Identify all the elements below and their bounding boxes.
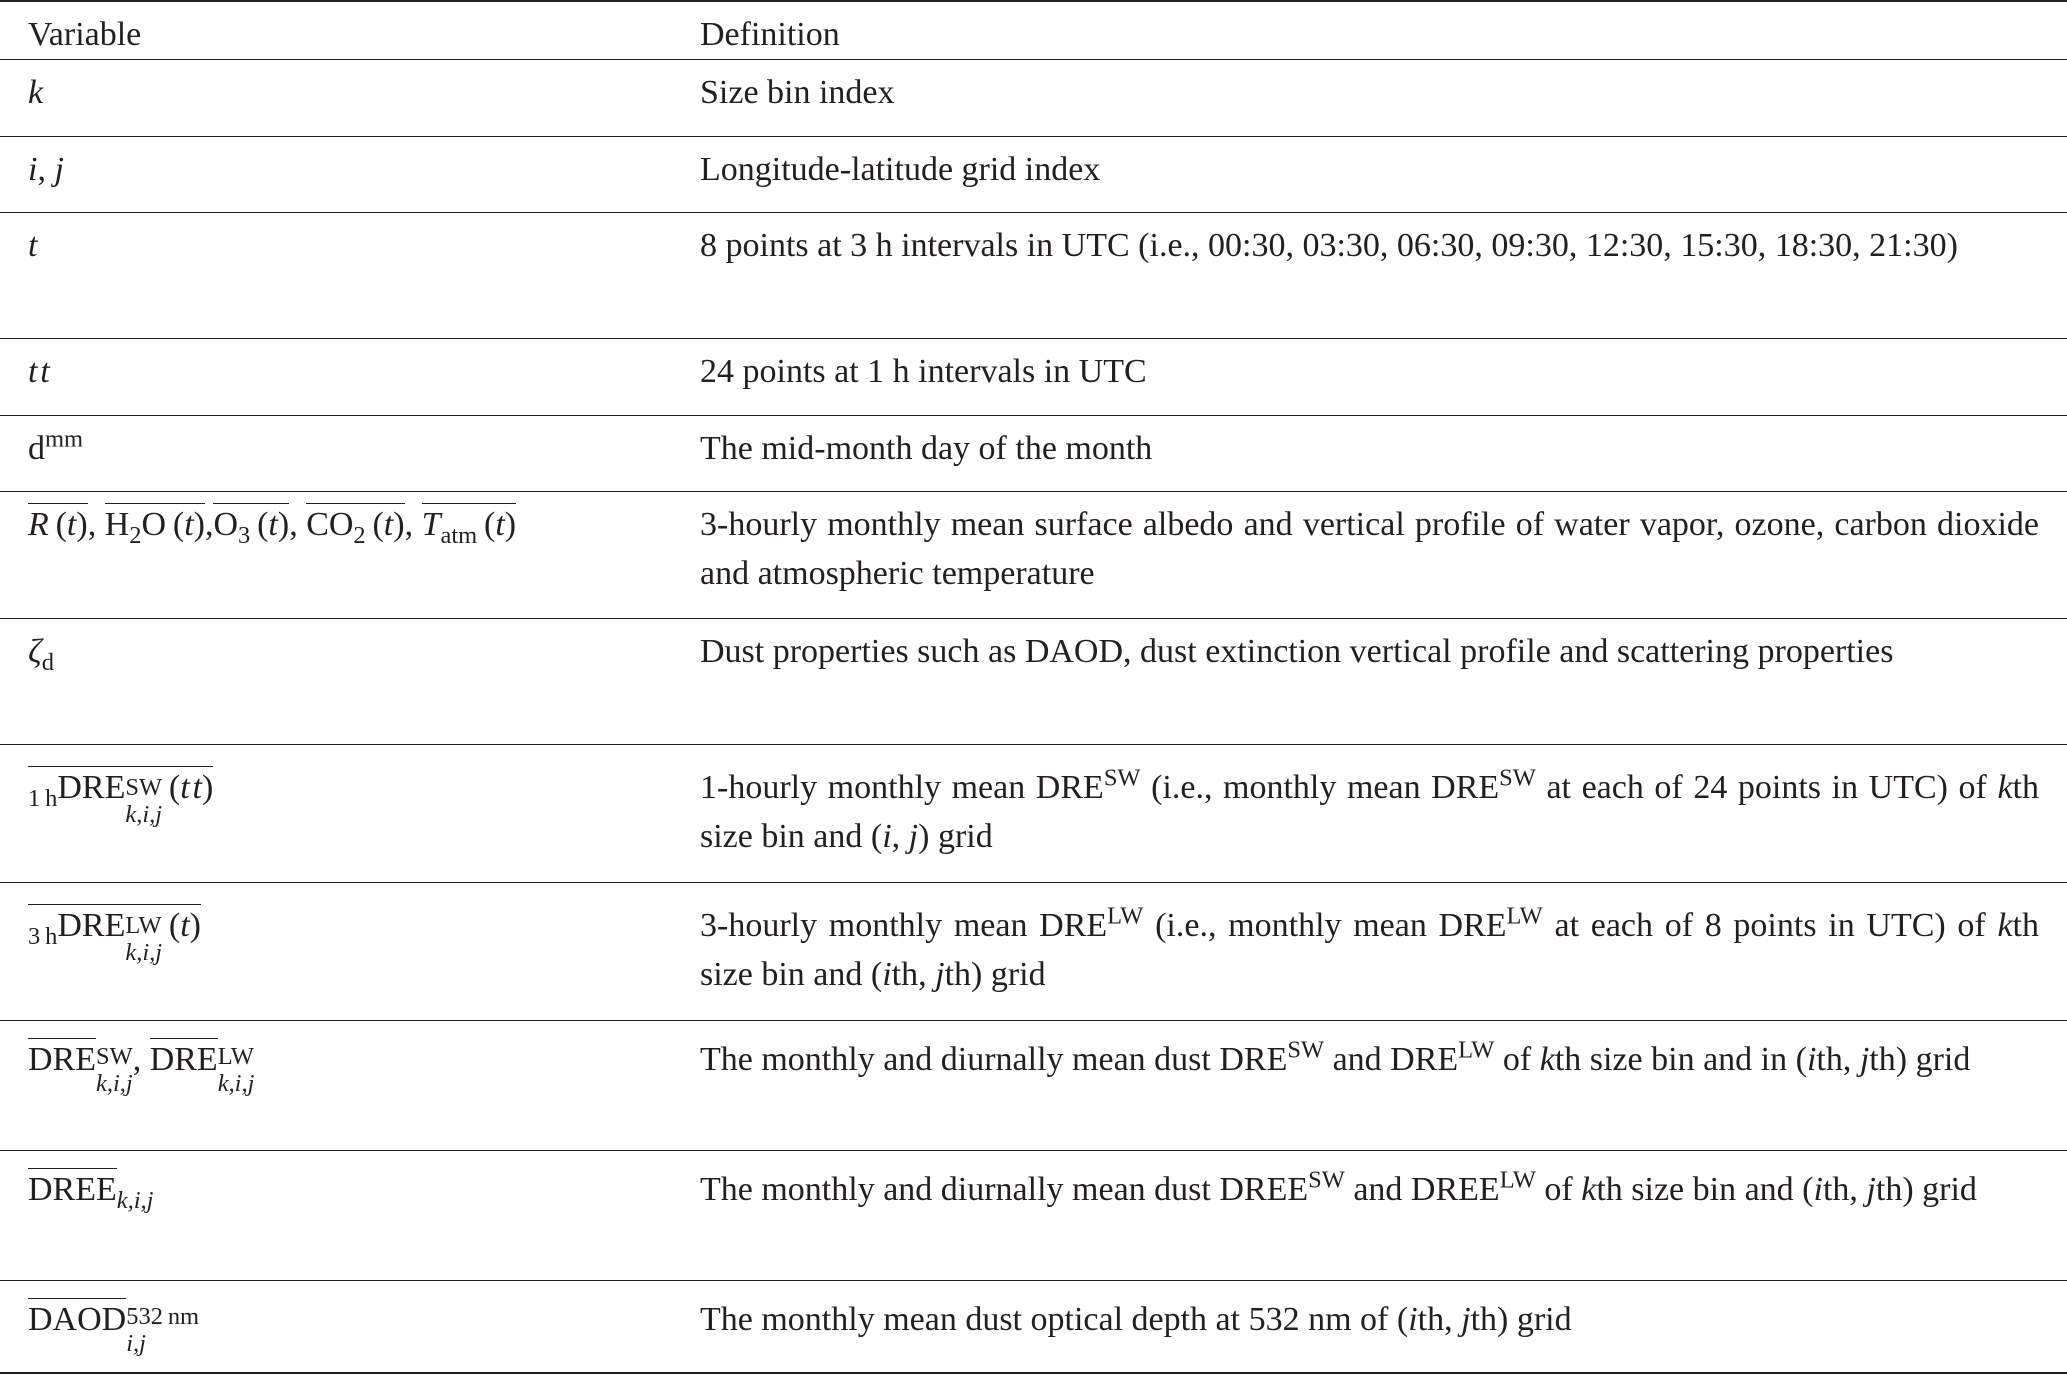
definition-cell: The monthly and diurnally mean dust $DREE^{SW}$ and $DREE^{LW}$ of kth size bin and (ith, jth) grid xyxy=(674,1151,2067,1281)
table-row xyxy=(0,1151,2067,1281)
table-row xyxy=(0,213,2067,339)
definition-cell: Dust properties such as DAOD, dust extinction vertical profile and scattering properties xyxy=(674,619,2067,745)
definition-cell: 3-hourly monthly mean $DRE^{LW}$ (i.e., monthly mean $DRE^{LW}$ at each of 8 points in UTC) of kth size bin and (ith, jth) grid xyxy=(674,883,2067,1021)
table-row xyxy=(0,60,2067,137)
table-row xyxy=(0,492,2067,619)
variable-cell: t t xyxy=(0,339,674,416)
definition-cell: 1-hourly monthly mean $DRE^{SW}$ (i.e., monthly mean $DRE^{SW}$ at each of 24 points in UTC) of kth size bin and (i, j) grid xyxy=(674,745,2067,883)
table-header-row xyxy=(0,1,2067,60)
table-row xyxy=(0,883,2067,1021)
variable-cell: $\zeta_d$ xyxy=(0,619,674,745)
variable-cell: R (t), $H_2O$ $(t),O_3$ (t), $CO_2$ (t), $T_{atm}$ (t) xyxy=(0,492,674,619)
definition-cell: Longitude-latitude grid index xyxy=(674,137,2067,213)
variable-cell: $_{1 h}$DRE SW k,i,j (t t) xyxy=(0,745,674,883)
variable-cell: i, j xyxy=(0,137,674,213)
variable-cell: $DREE_{k,i,j}$ xyxy=(0,1151,674,1281)
definition-cell: 8 points at 3 h intervals in UTC (i.e., 00:30, 03:30, 06:30, 09:30, 12:30, 15:30, 18:30, 21:30) xyxy=(674,213,2067,339)
definition-cell: The monthly and diurnally mean dust $DRE^{SW}$ and $DRE^{LW}$ of kth size bin and in (ith, jth) grid xyxy=(674,1021,2067,1151)
variable-cell: DAOD 532 nm i,j xyxy=(0,1281,674,1373)
table-row xyxy=(0,416,2067,492)
definition-cell: The monthly mean dust optical depth at 532 nm of (ith, jth) grid xyxy=(674,1281,2067,1373)
definition-cell: 3-hourly monthly mean surface albedo and vertical profile of water vapor, ozone, carbon dioxide and atmospheric temperature xyxy=(674,492,2067,619)
header-variable: Variable xyxy=(0,1,674,60)
definition-cell: Size bin index xyxy=(674,60,2067,137)
variable-cell: t xyxy=(0,213,674,339)
variable-cell: $_{3 h}$DRE LW k,i,j (t) xyxy=(0,883,674,1021)
header-definition: Definition xyxy=(674,1,2067,60)
definition-cell: 24 points at 1 h intervals in UTC xyxy=(674,339,2067,416)
variable-cell: k xyxy=(0,60,674,137)
table-row xyxy=(0,1021,2067,1151)
variable-cell: DRE SW k,i,j , DRE LW k,i,j xyxy=(0,1021,674,1151)
table-row xyxy=(0,1281,2067,1373)
definition-cell: The mid-month day of the month xyxy=(674,416,2067,492)
table-row xyxy=(0,619,2067,745)
table-row xyxy=(0,339,2067,416)
table-row xyxy=(0,745,2067,883)
table-row xyxy=(0,137,2067,213)
variable-cell: $d^{mm}$ xyxy=(0,416,674,492)
